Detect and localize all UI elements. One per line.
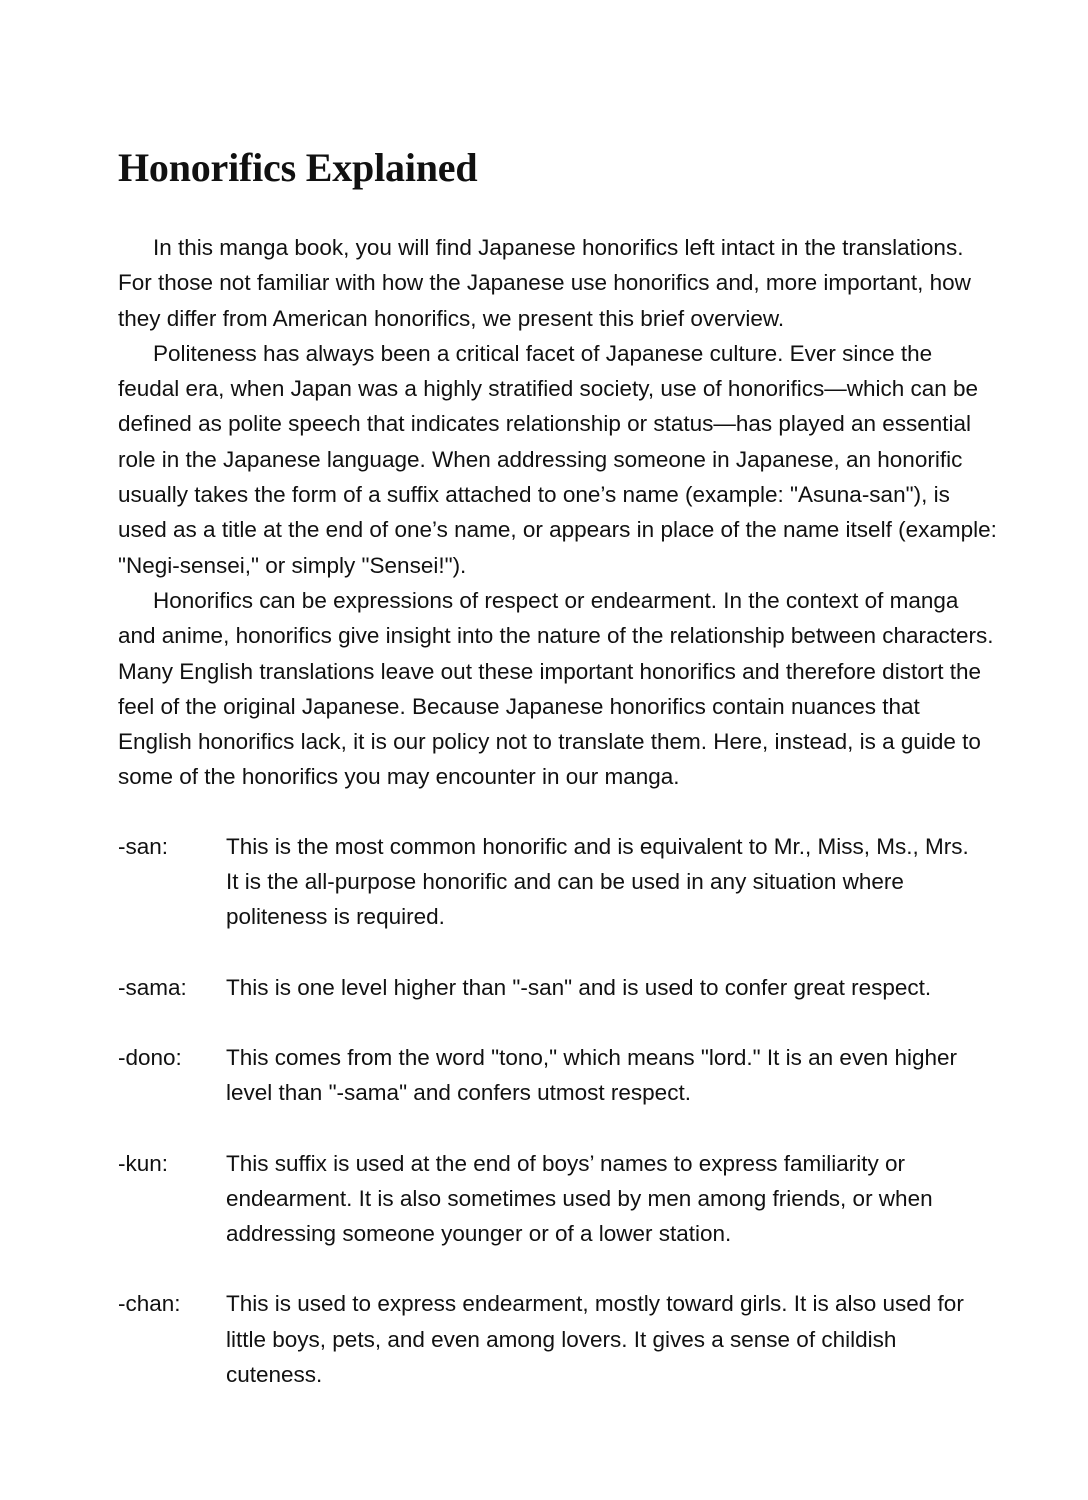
honorific-term: -dono:	[118, 1044, 182, 1070]
honorifics-list	[118, 829, 998, 1393]
intro-paragraph: Honorifics can be expressions of respect or endearment. In the context of manga and anime, honorifics give insight into the nature of the relationship between characters. Many English translations leave out these important honorifics and therefore distort the feel of the original Japanese. Because Japanese honorifics contain nuances that English honorifics lack, it is our policy not to translate them. Here, instead, is a guide to some of the honorifics you may encounter in our manga.	[118, 587, 994, 790]
intro-paragraph: Politeness has always been a critical facet of Japanese culture. Ever since the feudal era, when Japan was a highly stratified society, use of honorifics—which can be defined as polite speech that indicates relationship or status—has played an essential role in the Japanese language. When addressing someone in Japanese, an honorific usually takes the form of a suffix attached to one’s name (example: "Asuna-san"), is used as a title at the end of one’s name, or appears in place of the name itself (example: "Negi-sensei," or simply "Sensei!").	[118, 340, 997, 578]
honorific-term: -sama:	[118, 974, 187, 1000]
intro-paragraph: In this manga book, you will find Japanese honorifics left intact in the translations. For those not familiar with how the Japanese use honorifics and, more important, how they differ from American honorifics, we present this brief overview.	[118, 235, 971, 331]
honorific-term: -chan:	[118, 1291, 181, 1317]
honorific-entry-chan	[118, 1286, 998, 1392]
honorific-definition: This comes from the word "tono," which means "lord." It is an even higher level than "-sama" and confers utmost respect.	[226, 1044, 958, 1106]
honorific-entry-sama	[118, 970, 998, 1005]
honorific-definition: This suffix is used at the end of boys’ names to express familiarity or endearment. It is also sometimes used by men among friends, or when addressing someone younger or of a lower station.	[226, 1150, 933, 1247]
honorific-entry-kun	[118, 1146, 998, 1252]
honorific-definition: This is the most common honorific and is equivalent to Mr., Miss, Ms., Mrs. It is the all-purpose honorific and can be used in any situation where politeness is required.	[226, 833, 969, 930]
honorific-entry-dono	[118, 1040, 998, 1111]
page-title: Honorifics Explained	[118, 145, 478, 190]
honorific-definition: This is one level higher than "-san" and is used to confer great respect.	[226, 974, 932, 1000]
document-page	[118, 140, 998, 1427]
honorific-entry-san	[118, 829, 998, 935]
honorific-term: -san:	[118, 833, 169, 859]
honorific-term: -kun:	[118, 1150, 169, 1176]
honorific-definition: This is used to express endearment, mostly toward girls. It is also used for little boys, pets, and even among lovers. It gives a sense of childish cuteness.	[226, 1291, 964, 1388]
intro-section	[118, 230, 998, 795]
